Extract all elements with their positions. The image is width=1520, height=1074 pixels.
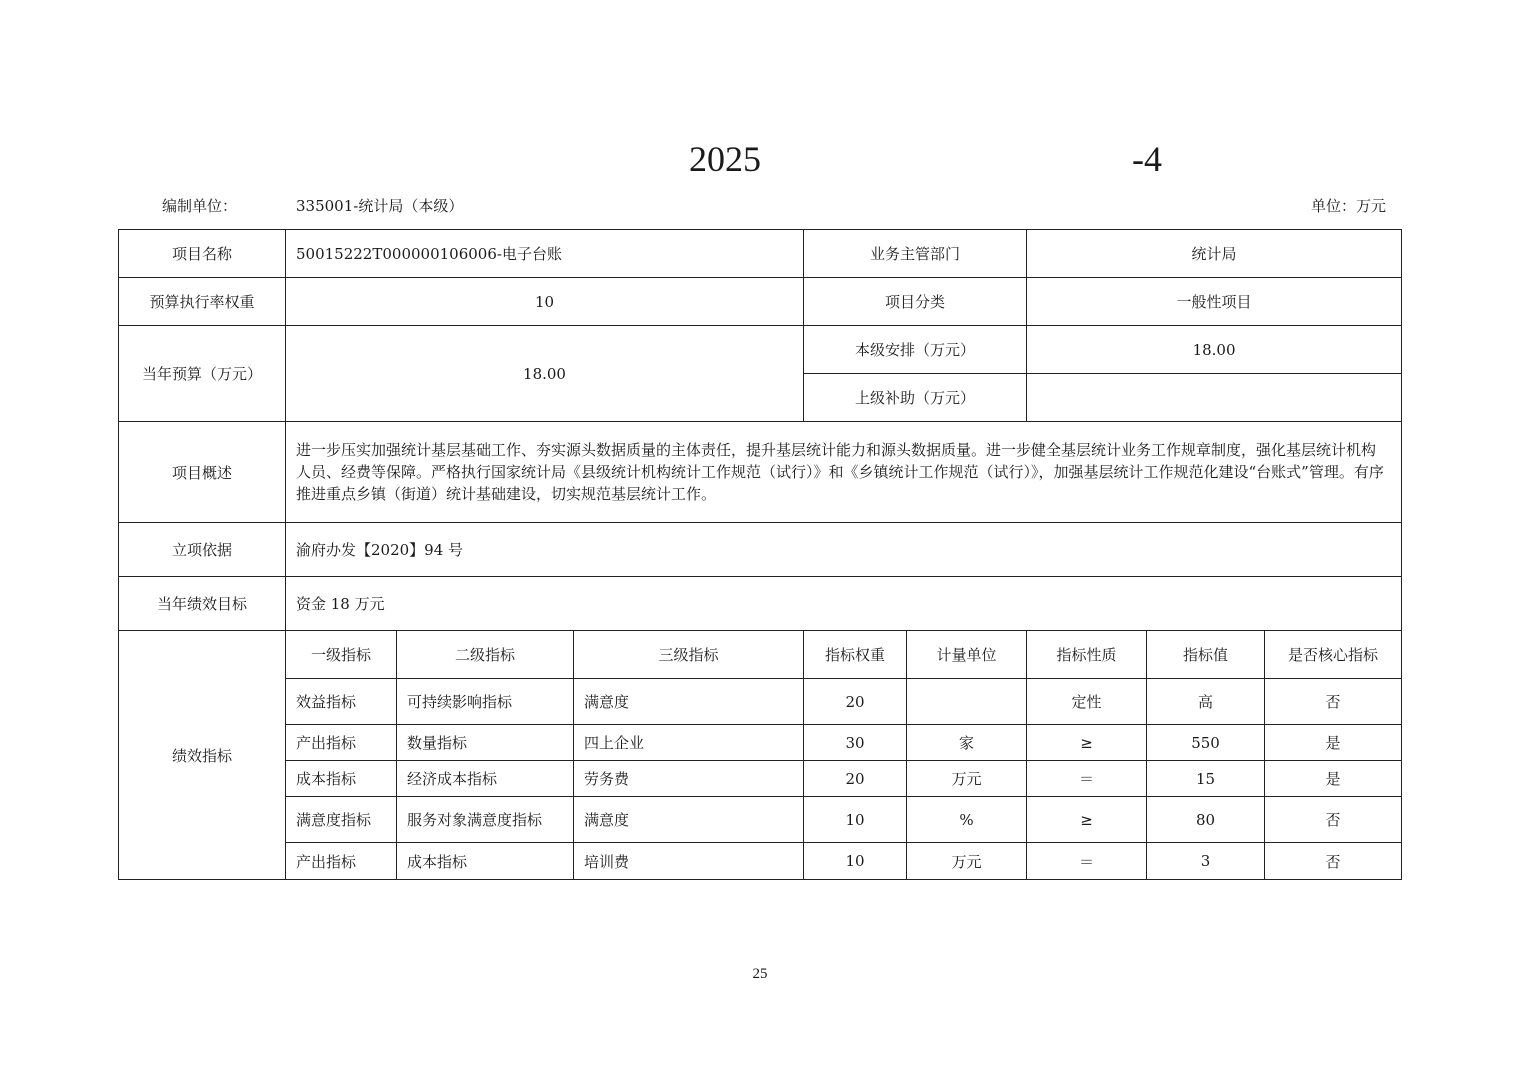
cell-core: 否 bbox=[1265, 843, 1402, 880]
basis-value: 渝府办发【2020】94 号 bbox=[286, 523, 1402, 577]
cell-nature: ＝ bbox=[1027, 761, 1147, 797]
dept-value: 统计局 bbox=[1027, 230, 1402, 278]
cell-value: 550 bbox=[1147, 725, 1265, 761]
project-table bbox=[118, 229, 1402, 880]
header-nature: 指标性质 bbox=[1027, 631, 1147, 679]
table-row bbox=[119, 679, 1402, 725]
table-row bbox=[119, 761, 1402, 797]
overview-text: 进一步压实加强统计基层基础工作、夯实源头数据质量的主体责任，提升基层统计能力和源头数据质量。进一步健全基层统计业务工作规章制度，强化基层统计机构人员、经费等保障。严格执行国家统计局《县级统计机构统计工作规范（试行）》和《乡镇统计工作规范（试行）》，加强基层统计工作规范化建设“台账式”管理。有序推进重点乡镇（街道）统计基础建设，切实规范基层统计工作。 bbox=[286, 422, 1402, 523]
performance-label: 绩效指标 bbox=[119, 631, 286, 880]
org-label: 编制单位： bbox=[162, 197, 238, 215]
dept-label: 业务主管部门 bbox=[804, 230, 1027, 278]
page-number: 25 bbox=[752, 966, 768, 982]
cell-weight: 20 bbox=[804, 679, 907, 725]
table-row bbox=[119, 725, 1402, 761]
cell-level1: 产出指标 bbox=[286, 843, 397, 880]
unit-label: 单位：万元 bbox=[1311, 197, 1387, 215]
cell-weight: 10 bbox=[804, 843, 907, 880]
cell-value: 高 bbox=[1147, 679, 1265, 725]
cell-value: 15 bbox=[1147, 761, 1265, 797]
cell-level3: 四上企业 bbox=[574, 725, 804, 761]
header-level3: 三级指标 bbox=[574, 631, 804, 679]
header-weight: 指标权重 bbox=[804, 631, 907, 679]
cell-level2: 成本指标 bbox=[397, 843, 574, 880]
cell-weight: 10 bbox=[804, 797, 907, 843]
weight-value: 10 bbox=[286, 278, 804, 326]
org-value: 335001-统计局（本级） bbox=[296, 197, 464, 215]
cell-core: 是 bbox=[1265, 725, 1402, 761]
cell-nature: ＝ bbox=[1027, 843, 1147, 880]
weight-label: 预算执行率权重 bbox=[119, 278, 286, 326]
table-row bbox=[119, 797, 1402, 843]
header-unit: 计量单位 bbox=[907, 631, 1027, 679]
cell-core: 是 bbox=[1265, 761, 1402, 797]
category-label: 项目分类 bbox=[804, 278, 1027, 326]
cell-core: 否 bbox=[1265, 679, 1402, 725]
upper-subsidy-value bbox=[1027, 374, 1402, 422]
category-value: 一般性项目 bbox=[1027, 278, 1402, 326]
cell-level1: 产出指标 bbox=[286, 725, 397, 761]
cell-level3: 满意度 bbox=[574, 797, 804, 843]
budget-label: 当年预算（万元） bbox=[119, 326, 286, 422]
header-level1: 一级指标 bbox=[286, 631, 397, 679]
cell-level2: 可持续影响指标 bbox=[397, 679, 574, 725]
cell-unit: % bbox=[907, 797, 1027, 843]
upper-subsidy-label: 上级补助（万元） bbox=[804, 374, 1027, 422]
header-level2: 二级指标 bbox=[397, 631, 574, 679]
cell-unit bbox=[907, 679, 1027, 725]
cell-nature: ≥ bbox=[1027, 725, 1147, 761]
cell-level3: 劳务费 bbox=[574, 761, 804, 797]
goal-value: 资金 18 万元 bbox=[286, 577, 1402, 631]
local-budget-value: 18.00 bbox=[1027, 326, 1402, 374]
cell-level2: 服务对象满意度指标 bbox=[397, 797, 574, 843]
project-name-value: 50015222T000000106006-电子台账 bbox=[286, 230, 804, 278]
overview-label: 项目概述 bbox=[119, 422, 286, 523]
cell-level1: 成本指标 bbox=[286, 761, 397, 797]
cell-nature: ≥ bbox=[1027, 797, 1147, 843]
title-suffix: -4 bbox=[1132, 139, 1162, 179]
cell-unit: 家 bbox=[907, 725, 1027, 761]
budget-value: 18.00 bbox=[286, 326, 804, 422]
cell-unit: 万元 bbox=[907, 761, 1027, 797]
cell-level1: 满意度指标 bbox=[286, 797, 397, 843]
cell-unit: 万元 bbox=[907, 843, 1027, 880]
header-core: 是否核心指标 bbox=[1265, 631, 1402, 679]
cell-core: 否 bbox=[1265, 797, 1402, 843]
table-row bbox=[119, 843, 1402, 880]
cell-value: 3 bbox=[1147, 843, 1265, 880]
cell-nature: 定性 bbox=[1027, 679, 1147, 725]
cell-level3: 培训费 bbox=[574, 843, 804, 880]
cell-level2: 经济成本指标 bbox=[397, 761, 574, 797]
title-year: 2025 bbox=[689, 139, 761, 179]
header-value: 指标值 bbox=[1147, 631, 1265, 679]
cell-level3: 满意度 bbox=[574, 679, 804, 725]
cell-level1: 效益指标 bbox=[286, 679, 397, 725]
basis-label: 立项依据 bbox=[119, 523, 286, 577]
cell-level2: 数量指标 bbox=[397, 725, 574, 761]
cell-weight: 20 bbox=[804, 761, 907, 797]
goal-label: 当年绩效目标 bbox=[119, 577, 286, 631]
project-name-label: 项目名称 bbox=[119, 230, 286, 278]
cell-value: 80 bbox=[1147, 797, 1265, 843]
local-budget-label: 本级安排（万元） bbox=[804, 326, 1027, 374]
cell-weight: 30 bbox=[804, 725, 907, 761]
